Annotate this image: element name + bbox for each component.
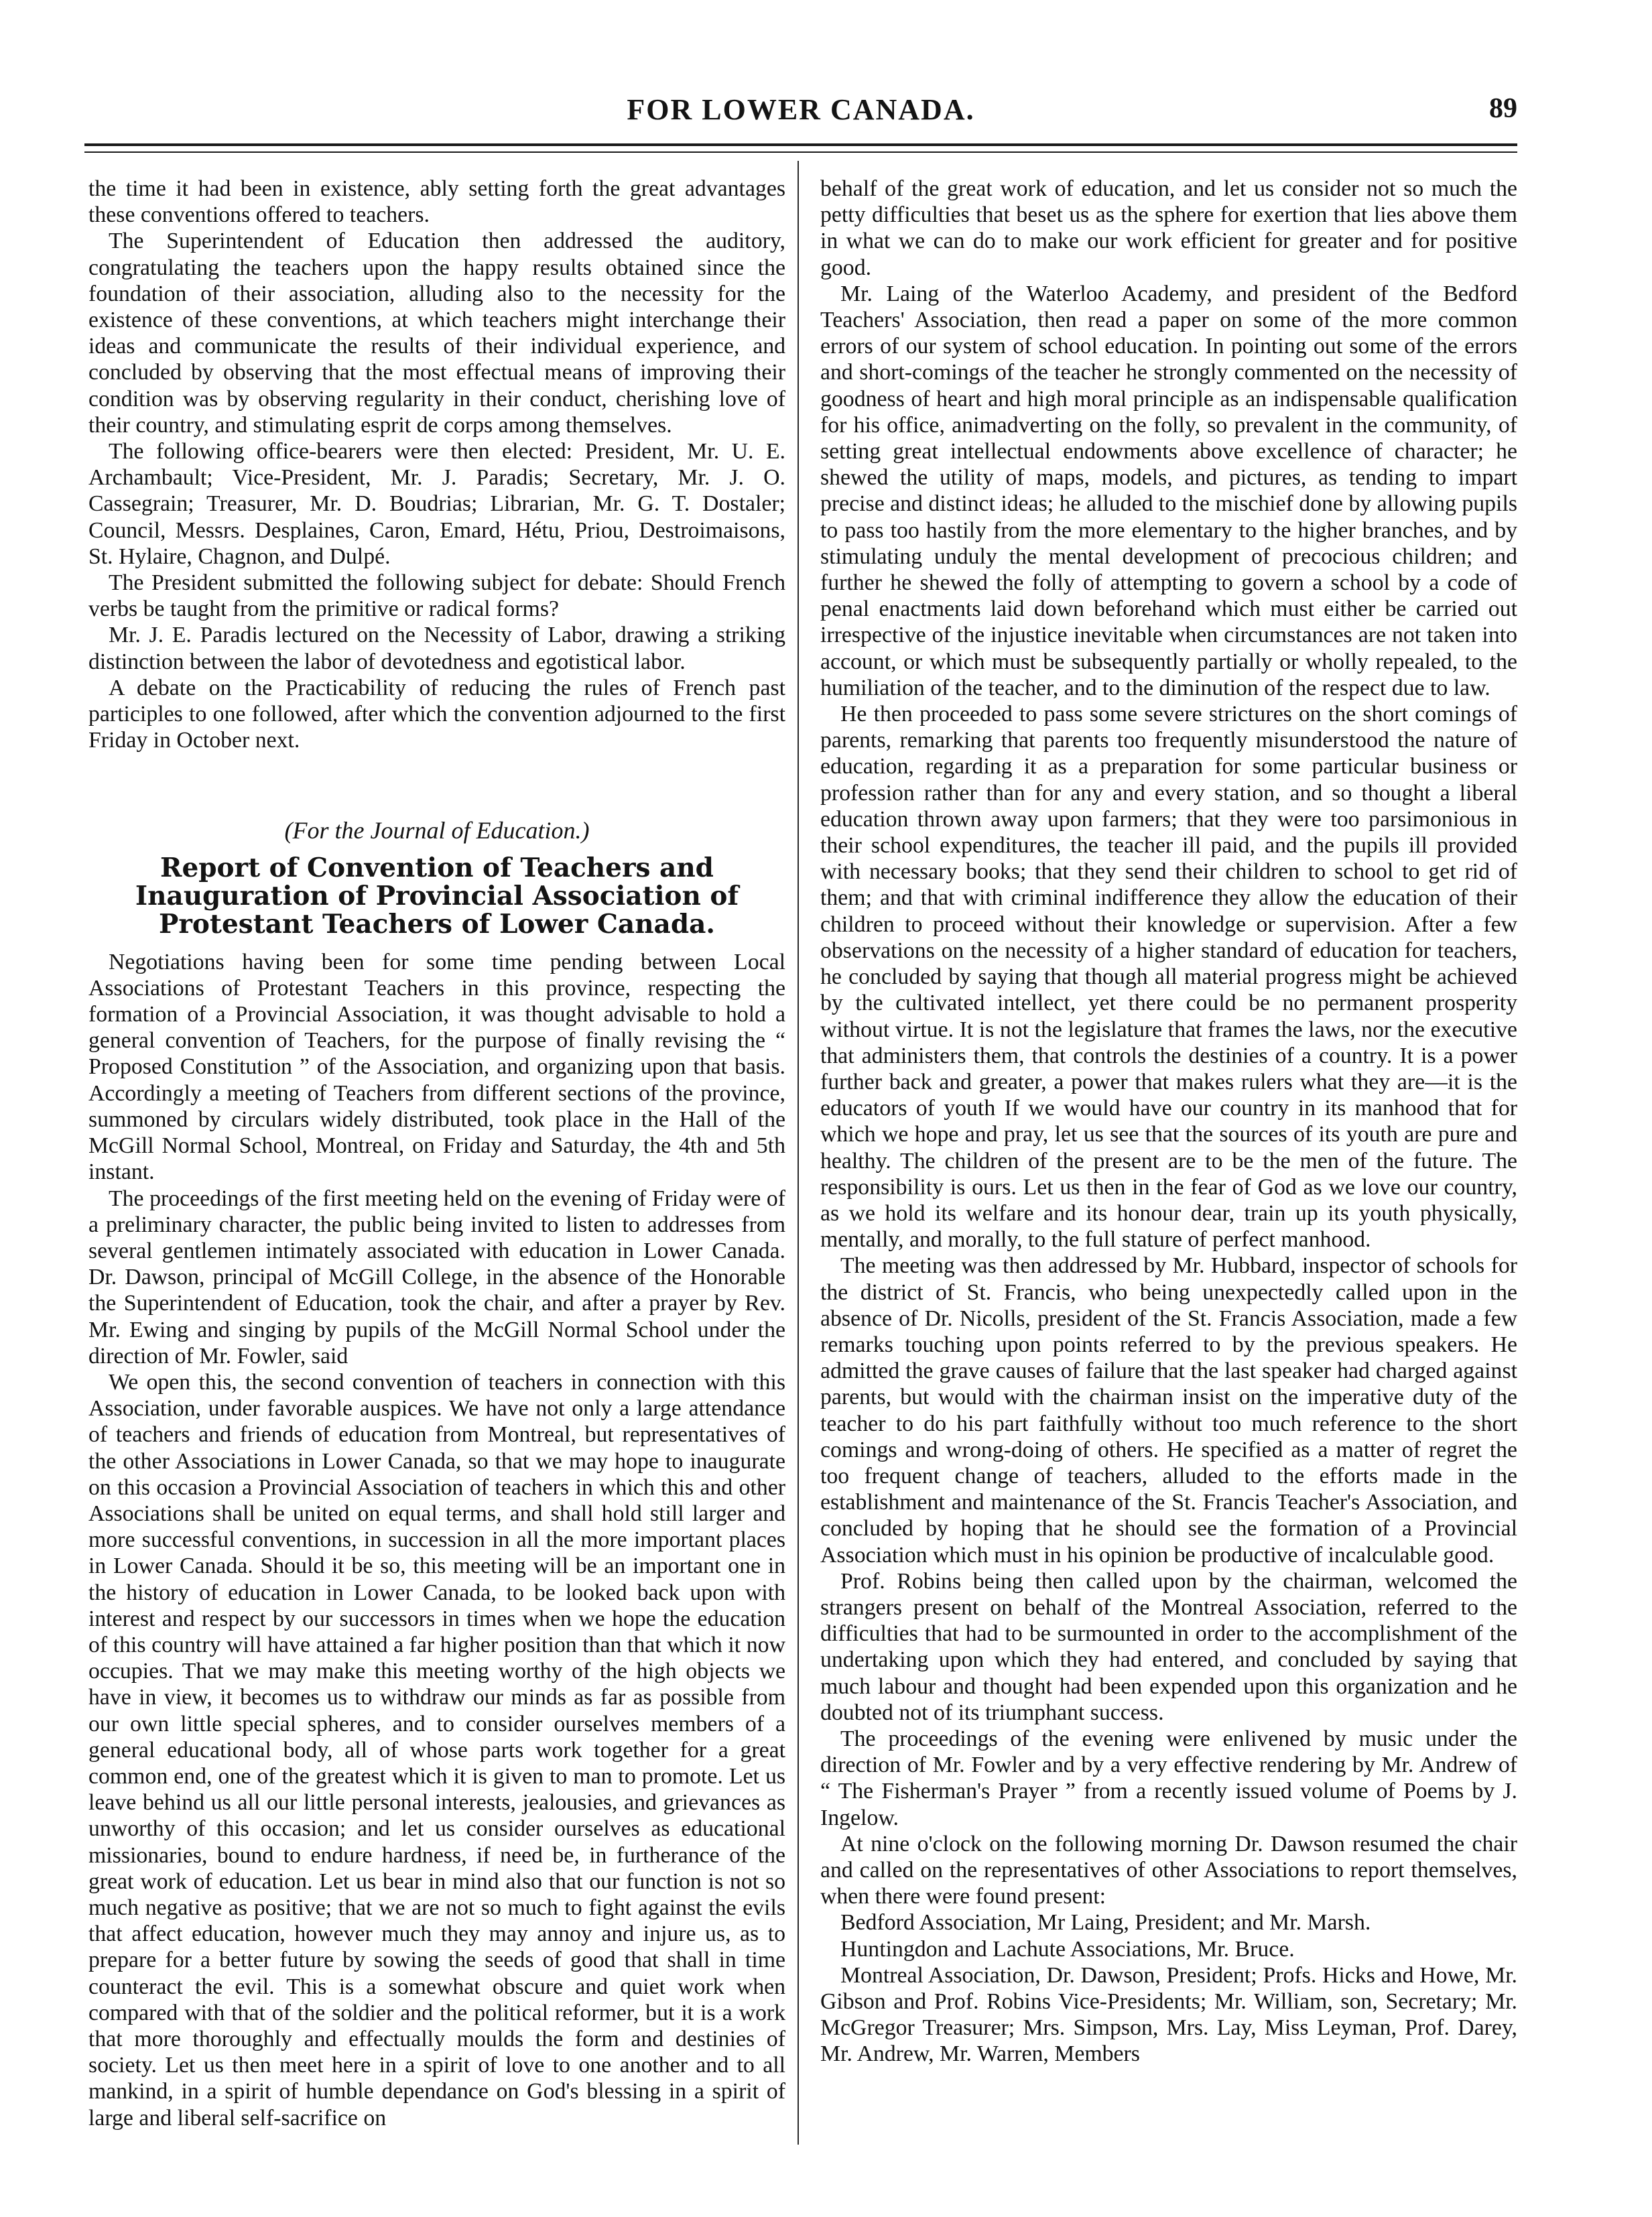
paragraph: The proceedings of the evening were enlivened by music under the direction of Mr. Fowler and by a very effective rendering by Mr. Andrew of “ The Fisherman's Prayer ” from a recently issued volume of Poems by J. Ingelow. bbox=[820, 1726, 1517, 1830]
running-title: FOR LOWER CANADA. bbox=[627, 93, 975, 126]
paragraph: The following office-bearers were then elected: President, Mr. U. E. Archambault; Vice-President, Mr. J. Paradis; Secretary, Mr. J. O. Cassegrain; Treasurer, Mr. D. Boudrias; Librarian, Mr. G. T. Dostaler; Council, Messrs. Desplaines, Caron, Emard, Hétu, Priou, Destroimaisons, St. Hylaire, Chagnon, and Dulpé. bbox=[88, 439, 785, 569]
right-column bbox=[820, 176, 1517, 2146]
paragraph: behalf of the great work of education, and let us consider not so much the petty difficulties that beset us as the sphere for exertion that lies above them in what we can do to make our work efficient for greater and for positive good. bbox=[820, 176, 1517, 280]
article-title: Report of Convention of Teachers and Inauguration of Provincial Association of Protestant Teachers of Lower Canada. bbox=[135, 852, 739, 940]
left-column bbox=[88, 176, 785, 2146]
paragraph: the time it had been in existence, ably setting forth the great advantages these conventions offered to teachers. bbox=[88, 176, 785, 228]
page-header bbox=[84, 92, 1517, 137]
source-note: (For the Journal of Education.) bbox=[284, 817, 590, 844]
section-gap bbox=[88, 753, 785, 818]
paragraph: The Superintendent of Education then addressed the auditory, congratulating the teachers upon the happy results obtained since the foundation of their association, alluding also to the necessity for the existence of these conventions, at which teachers might interchange their ideas and communicate the results of their individual experience, and concluded by observing that the most effectual means of improving their condition was by observing regularity in their conduct, cherishing love of their country, and stimulating esprit de corps among themselves. bbox=[88, 229, 785, 438]
paragraph: Mr. J. E. Paradis lectured on the Necessity of Labor, drawing a striking distinction between the labor of devotedness and egotistical labor. bbox=[88, 623, 785, 674]
column-divider bbox=[798, 161, 799, 2145]
paragraph: A debate on the Practicability of reducing the rules of French past participles to one followed, after which the convention adjourned to the first Friday in October next. bbox=[88, 675, 785, 753]
paragraph: The President submitted the following subject for debate: Should French verbs be taught from the primitive or radical forms? bbox=[88, 570, 785, 622]
paragraph: Mr. Laing of the Waterloo Academy, and president of the Bedford Teachers' Association, then read a paper on some of the more common errors of our system of school education. In pointing out some of the errors and short-comings of the teacher he strongly commented on the necessity of goodness of heart and high moral principle as an indispensable qualification for his office, animadverting on the folly, so prevalent in the community, of setting great intellectual endowments above excellence of character; he shewed the utility of maps, models, and pictures, as tending to impart precise and distinct ideas; he alluded to the mischief done by allowing pupils to pass too hastily from the more elementary to the higher branches, and by stimulating unduly the mental development of precocious children; and further he shewed the folly of attempting to govern a school by a code of penal enactments laid down beforehand which must either be carried out irrespective of the injustice inevitable when circumstances are not taken into account, or which must be subsequently partially or wholly repealed, to the humiliation of the teacher, and to the diminution of the respect due to law. bbox=[820, 281, 1517, 700]
paragraph: Huntingdon and Lachute Associations, Mr. Bruce. bbox=[840, 1936, 1295, 1962]
paragraph: The proceedings of the first meeting held on the evening of Friday were of a preliminary character, the public being invited to listen to addresses from several gentlemen intimately associated with education in Lower Canada. Dr. Dawson, principal of McGill College, in the absence of the Honorable the Superintendent of Education, took the chair, and after a prayer by Rev. Mr. Ewing and singing by pupils of the McGill Normal School under the direction of Mr. Fowler, said bbox=[88, 1186, 785, 1369]
paragraph: Prof. Robins being then called upon by the chairman, welcomed the strangers present on behalf of the Montreal Association, referred to the difficulties that had to be surmounted in order to the accomplishment of the undertaking upon which they had entered, and concluded by saying that much labour and thought had been expended upon this organization and he doubted not of its triumphant success. bbox=[820, 1568, 1517, 1725]
paragraph: Montreal Association, Dr. Dawson, President; Profs. Hicks and Howe, Mr. Gibson and Prof. Robins Vice-Presidents; Mr. William, son, Secretary; Mr. McGregor Treasurer; Mrs. Simpson, Mrs. Lay, Miss Leyman, Prof. Darey, Mr. Andrew, Mr. Warren, Members bbox=[820, 1962, 1517, 2067]
page-number: 89 bbox=[1489, 93, 1517, 124]
paragraph: We open this, the second convention of teachers in connection with this Association, under favorable auspices. We have not only a large attendance of teachers and friends of education from Montreal, but representatives of the other Associations in Lower Canada, so that we may hope to inaugurate on this occasion a Provincial Association of teachers in which this and other Associations shall be united on equal terms, and shall hold still larger and more successful conventions, in succession in all the more important places in Lower Canada. Should it be so, this meeting will be an important one in the history of education in Lower Canada, to be looked back upon with interest and respect by our successors in times when we hope the education of this country will have attained a far higher position than that which it now occupies. That we may make this meeting worthy of the high objects we have in view, it becomes us to withdraw our minds as far as possible from our own little special spheres, and to consider ourselves members of a general educational body, all of whose parts work together for a great common end, one of the greatest which it is given to man to promote. Let us leave behind us all our little personal interests, jealousies, and grievances as unworthy of this occasion; and let us consider ourselves as educational missionaries, bound to endure hardness, if need be, in furtherance of the great work of education. Let us bear in mind also that our function is not so much negative as positive; that we are not so much to fight against the evils that affect education, however much they may annoy and injure us, as to prepare for a better future by sowing the seeds of good that shall in time counteract the evil. This is a somewhat obscure and quiet work when compared with that of the soldier and the political reformer, but it is a work that more thoroughly and effectually moulds the form and destinies of society. Let us then meet here in a spirit of love to one another and to all mankind, in a spirit of humble dependance on God's blessing in a spirit of large and liberal self-sacrifice on bbox=[88, 1369, 785, 2131]
header-rule-thin bbox=[84, 151, 1517, 153]
header-rule bbox=[84, 143, 1517, 146]
paragraph: He then proceeded to pass some severe strictures on the short comings of parents, remarking that parents too frequently misunderstood the nature of education, regarding it as a preparation for some particular business or profession rather than for any and every station, and so thought a liberal education thrown away upon farmers; that they were too parsimonious in their school expenditures, the teacher ill paid, and the pupils ill provided with necessary books; that they send their children to school to get rid of them; and that with criminal indifference they allow the education of their children to proceed without their knowledge or supervision. After a few observations on the necessity of a higher standard of education for teachers, he concluded by saying that though all material progress might be achieved by the cultivated intellect, yet there could be no permanent prosperity without virtue. It is not the legislature that frames the laws, nor the executive that administers them, that controls the destinies of a country. It is a power further back and greater, a power that makes rulers what they are—it is the educators of youth If we would have our country in its manhood that for which we hope and pray, let us see that the sources of its youth are pure and healthy. The children of the present are to be the men of the future. The responsibility is ours. Let us then in the fear of God as we love our country, as we hold its welfare and its honour dear, train up its youth physically, mentally, and morally, to the full stature of perfect manhood. bbox=[820, 702, 1517, 1253]
paragraph: Negotiations having been for some time pending between Local Associations of Protestant Teachers in this province, respecting the formation of a Provincial Association, it was thought advisable to hold a general convention of Teachers, for the purpose of finally revising the “ Proposed Constitution ” of the Association, and organizing upon that basis. Accordingly a meeting of Teachers from different sections of the province, summoned by circulars widely distributed, took place in the Hall of the McGill Normal School, Montreal, on Friday and Saturday, the 4th and 5th instant. bbox=[88, 949, 785, 1185]
paragraph: Bedford Association, Mr Laing, President; and Mr. Marsh. bbox=[840, 1910, 1371, 1936]
paragraph: At nine o'clock on the following morning Dr. Dawson resumed the chair and called on the representatives of other Associations to report themselves, when there were found present: bbox=[820, 1831, 1517, 1909]
paragraph: The meeting was then addressed by Mr. Hubbard, inspector of schools for the district of St. Francis, who being unexpectedly called upon in the absence of Dr. Nicolls, president of the St. Francis Association, made a few remarks touching upon points referred to by the previous speakers. He admitted the grave causes of failure that the last speaker had charged against parents, but would with the chairman insist on the imperative duty of the teacher to do his part faithfully without too much reference to the short comings and wrong-doing of others. He specified as a matter of regret the too frequent change of teachers, alluded to the efforts made in the establishment and maintenance of the St. Francis Teacher's Association, and concluded by hoping that he should see the formation of a Provincial Association which must in his opinion be productive of incalculable good. bbox=[820, 1253, 1517, 1568]
